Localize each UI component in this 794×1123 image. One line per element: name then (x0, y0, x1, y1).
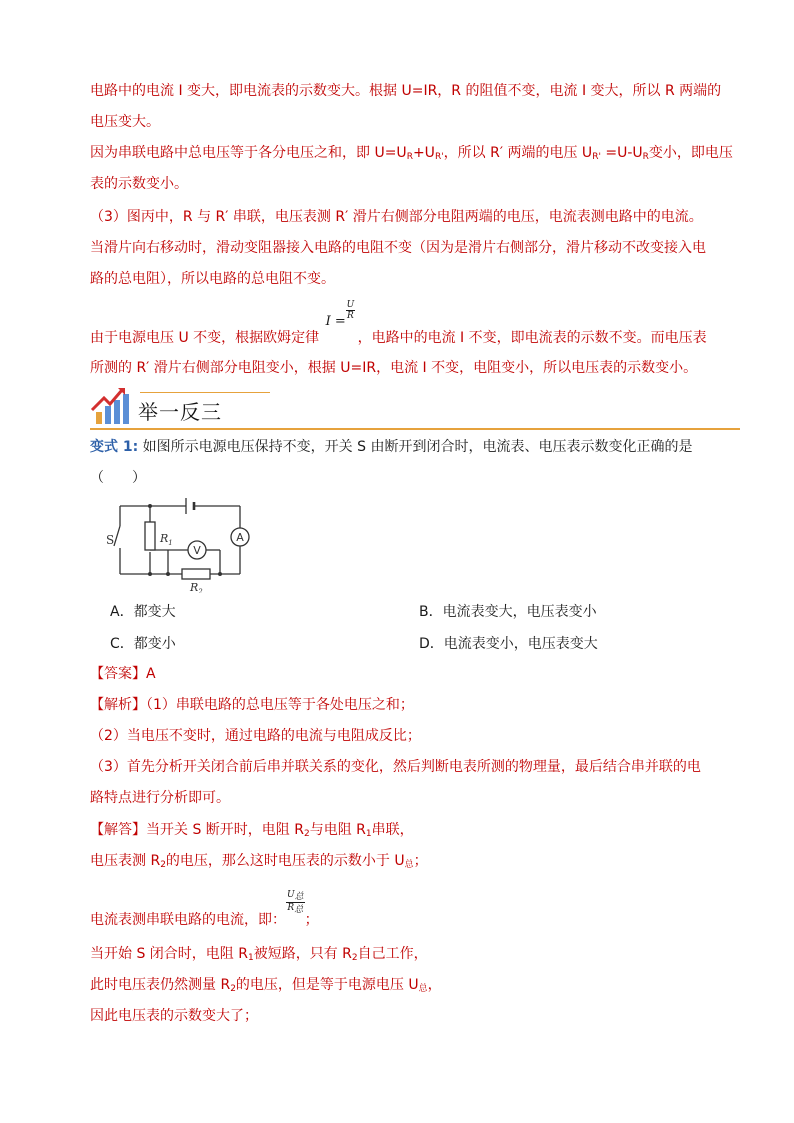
ohms-law-formula: I = $\frac{U}{R}$ (325, 300, 355, 329)
text-line: 由于电源电压 U 不变，根据欧姆定律 I = $\frac{U}{R}$ ，电路中的电流 I 不变，即电流表的示数不变。而电压表 (90, 300, 707, 346)
section-title: 举一反三 (138, 400, 222, 424)
text-line: 路的总电阻），所以电路的总电阻不变。 (90, 271, 335, 287)
analysis-line: 路特点进行分析即可。 (90, 790, 230, 806)
question-block (90, 432, 710, 494)
text-line: 表的示数变小。 (90, 176, 188, 192)
option-d[interactable]: D．电流表变小，电压表变大 (419, 636, 598, 652)
analysis-line: 【解析】（1）串联电路的总电压等于各处电压之和； (90, 697, 414, 713)
text-line: 电压变大。 (90, 114, 160, 130)
r2-label: $R_2$ (190, 581, 203, 593)
solution-line: 【解答】当开关 S 断开时，电阻 $R_2$与电阻 $R_1$串联， (90, 822, 414, 839)
option-b[interactable]: B．电流表变大，电压表变小 (419, 604, 597, 620)
resistor-r1 (145, 522, 155, 550)
answer-analysis-block (90, 659, 710, 814)
solution-line: 当开始 S 闭合时，电阻 $R_1$被短路，只有 $R_2$自己工作， (90, 946, 428, 963)
question-label: 变式 1: (90, 439, 139, 455)
solution-line: 此时电压表仍然测量 $R_2$的电压，但是等于电源电压 $U_总$， (90, 977, 442, 994)
text-line: 电路中的电流 I 变大，即电流表的示数变大。根据 U=IR，R 的阻值不变，电流 I 变大，所以 R 两端的 (90, 83, 722, 99)
answer-label: 【答案】 (90, 666, 146, 682)
solution-line: 电流表测串联电路的电流，即： $\frac{U_总}{R_总}$ ； (90, 889, 319, 928)
resistor-r2 (182, 569, 210, 579)
explanation-paragraph-1 (90, 76, 733, 200)
circuit-diagram (106, 498, 266, 593)
switch-label: S (106, 533, 115, 547)
option-a[interactable]: A．都变大 (110, 604, 176, 620)
analysis-label: 【解析】 (90, 697, 146, 713)
answer-line (90, 659, 710, 690)
text-line: 因为串联电路中总电压等于各分电压之和，即 $U=U_R+U_{R'}$，所以 R′ 两端的电压 $U_{R'} =U-U_R$变小，即电压 (90, 145, 733, 162)
explanation-paragraph-3 (90, 300, 710, 384)
analysis-line: （3）首先分析开关闭合前后串并联关系的变化，然后判断电表所测的物理量，最后结合串并联的电 (90, 759, 701, 775)
text-line: （3）图丙中，R 与 R′ 串联，电压表测 R′ 滑片右侧部分电阻两端的电压，电流表测电路中的电流。 (90, 209, 703, 225)
explanation-paragraph-2 (90, 202, 710, 295)
ammeter-label: A (236, 531, 244, 544)
option-c[interactable]: C．都变小 (110, 636, 176, 652)
solution-block (90, 815, 710, 1032)
solution-label: 【解答】 (90, 822, 146, 838)
answer-value: A (146, 666, 156, 682)
question-line: 变式 1: 如图所示电源电压保持不变，开关 S 由断开到闭合时，电流表、电压表示数变化正确的是 (90, 439, 693, 455)
voltmeter-label: V (193, 544, 201, 557)
answer-parentheses: （ ） (90, 470, 146, 486)
chart-bars-arrow-icon (90, 386, 132, 426)
section-header (90, 384, 740, 430)
text-line: 当滑片向右移动时，滑动变阻器接入电路的电阻不变（因为是滑片右侧部分，滑片移动不改变接入电 (90, 240, 706, 256)
text-line: 所测的 R′ 滑片右侧部分电阻变小，根据 U=IR，电流 I 不变，电阻变小，所以电压表的示数变小。 (90, 360, 698, 376)
r1-label: $R_1$ (160, 532, 173, 547)
solution-line: 电压表测 $R_2$的电压，那么这时电压表的示数小于 $U_总$； (90, 853, 428, 870)
total-current-formula: $\frac{U_总}{R_总}$ (287, 889, 304, 915)
analysis-line: （2）当电压不变时，通过电路的电流与电阻成反比； (90, 728, 421, 744)
solution-line: 因此电压表的示数变大了； (90, 1008, 258, 1024)
